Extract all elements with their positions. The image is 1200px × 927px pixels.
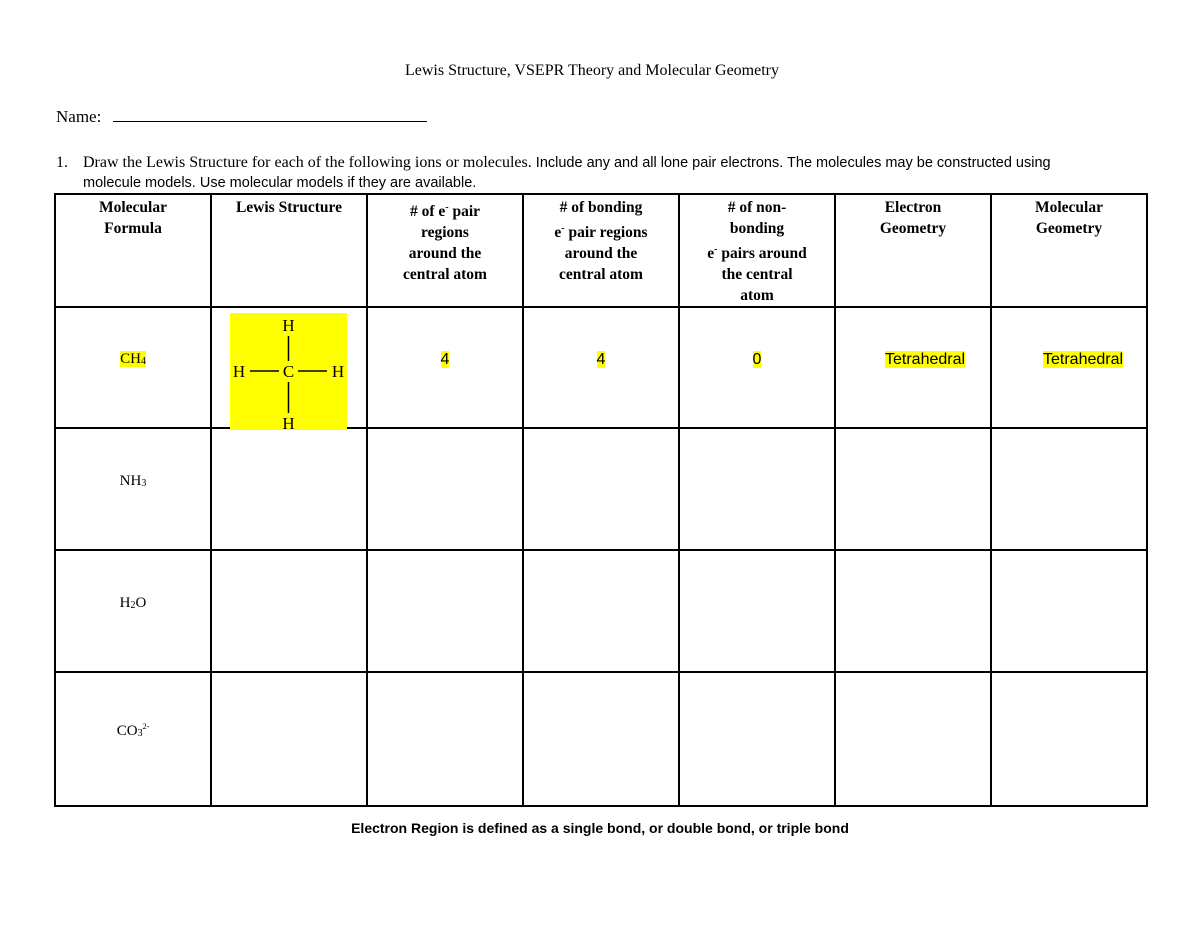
lewis-cell[interactable]	[211, 672, 367, 806]
pair-regions-cell[interactable]	[367, 550, 523, 672]
lewis-top-atom: H	[282, 316, 295, 336]
name-row	[56, 106, 427, 127]
nonbonding-answer: 0	[752, 350, 762, 368]
bonding-answer: 4	[596, 350, 606, 368]
electron-geometry-cell[interactable]	[835, 307, 991, 428]
instruction-lead: Draw the Lewis Structure for each of the following ions or molecules.	[83, 154, 532, 171]
bonding-cell[interactable]	[523, 428, 679, 550]
name-label: Name:	[56, 107, 102, 126]
table-row	[55, 428, 1147, 550]
nonbonding-cell[interactable]	[679, 307, 835, 428]
lewis-right-atom: H	[331, 362, 345, 382]
instruction-text	[83, 153, 1103, 193]
name-field-line[interactable]	[113, 106, 427, 122]
worksheet-table	[54, 193, 1148, 807]
molecular-geometry-answer: Tetrahedral	[1043, 350, 1124, 368]
formula-h2o: $H_2O$	[119, 594, 147, 611]
formula-cell	[55, 307, 211, 428]
bonding-cell[interactable]	[523, 672, 679, 806]
pair-regions-answer: 4	[440, 350, 450, 368]
header-molecular-geometry: Molecular Geometry	[991, 194, 1147, 307]
header-electron-geometry: Electron Geometry	[835, 194, 991, 307]
formula-cell	[55, 672, 211, 806]
header-lewis-structure: Lewis Structure	[211, 194, 367, 307]
footer-note: Electron Region is defined as a single bond, or double bond, or triple bond	[351, 820, 849, 836]
lewis-bottom-atom: H	[282, 414, 295, 431]
electron-geometry-answer: Tetrahedral	[885, 350, 966, 368]
formula-cell	[55, 550, 211, 672]
lewis-cell[interactable]	[211, 307, 367, 431]
pair-regions-cell[interactable]	[367, 672, 523, 806]
lewis-left-atom: H	[232, 362, 246, 382]
bonding-cell[interactable]	[523, 550, 679, 672]
instruction-number: 1.	[56, 154, 68, 171]
header-nonbonding-pairs: # of non- bonding e- pairs around the central atom	[679, 194, 835, 307]
lewis-cell[interactable]	[211, 428, 367, 550]
table-row	[55, 550, 1147, 672]
page-title: Lewis Structure, VSEPR Theory and Molecular Geometry	[405, 62, 779, 79]
pair-regions-cell[interactable]	[367, 428, 523, 550]
lewis-central-atom: C	[282, 362, 295, 382]
nonbonding-cell[interactable]	[679, 672, 835, 806]
electron-geometry-cell[interactable]	[835, 672, 991, 806]
table-header-row	[55, 194, 1147, 307]
lewis-cell[interactable]	[211, 550, 367, 672]
table-row	[55, 307, 1147, 428]
formula-co3: $CO_3^{2-}$	[116, 722, 150, 740]
electron-geometry-cell[interactable]	[835, 550, 991, 672]
nonbonding-cell[interactable]	[679, 550, 835, 672]
formula-ch4: $CH_4$	[120, 351, 146, 368]
molecular-geometry-cell[interactable]	[991, 428, 1147, 550]
header-molecular-formula: Molecular Formula	[55, 194, 211, 307]
formula-cell	[55, 428, 211, 550]
lewis-structure-ch4	[230, 313, 347, 430]
table-row	[55, 672, 1147, 806]
header-pair-regions: # of e- pair regions around the central atom	[367, 194, 523, 307]
molecular-geometry-cell[interactable]	[991, 672, 1147, 806]
molecular-geometry-cell[interactable]	[991, 307, 1147, 428]
nonbonding-cell[interactable]	[679, 428, 835, 550]
bonding-cell[interactable]	[523, 307, 679, 428]
header-bonding-regions: # of bonding e- pair regions around the central atom	[523, 194, 679, 307]
electron-geometry-cell[interactable]	[835, 428, 991, 550]
pair-regions-cell[interactable]	[367, 307, 523, 428]
molecular-geometry-cell[interactable]	[991, 550, 1147, 672]
instruction-rest: Include any and all lone pair electrons. The molecules may be constructed using molecule models. Use molecular models if they are available.	[83, 155, 1051, 191]
formula-nh3: $NH_3$	[119, 472, 147, 489]
